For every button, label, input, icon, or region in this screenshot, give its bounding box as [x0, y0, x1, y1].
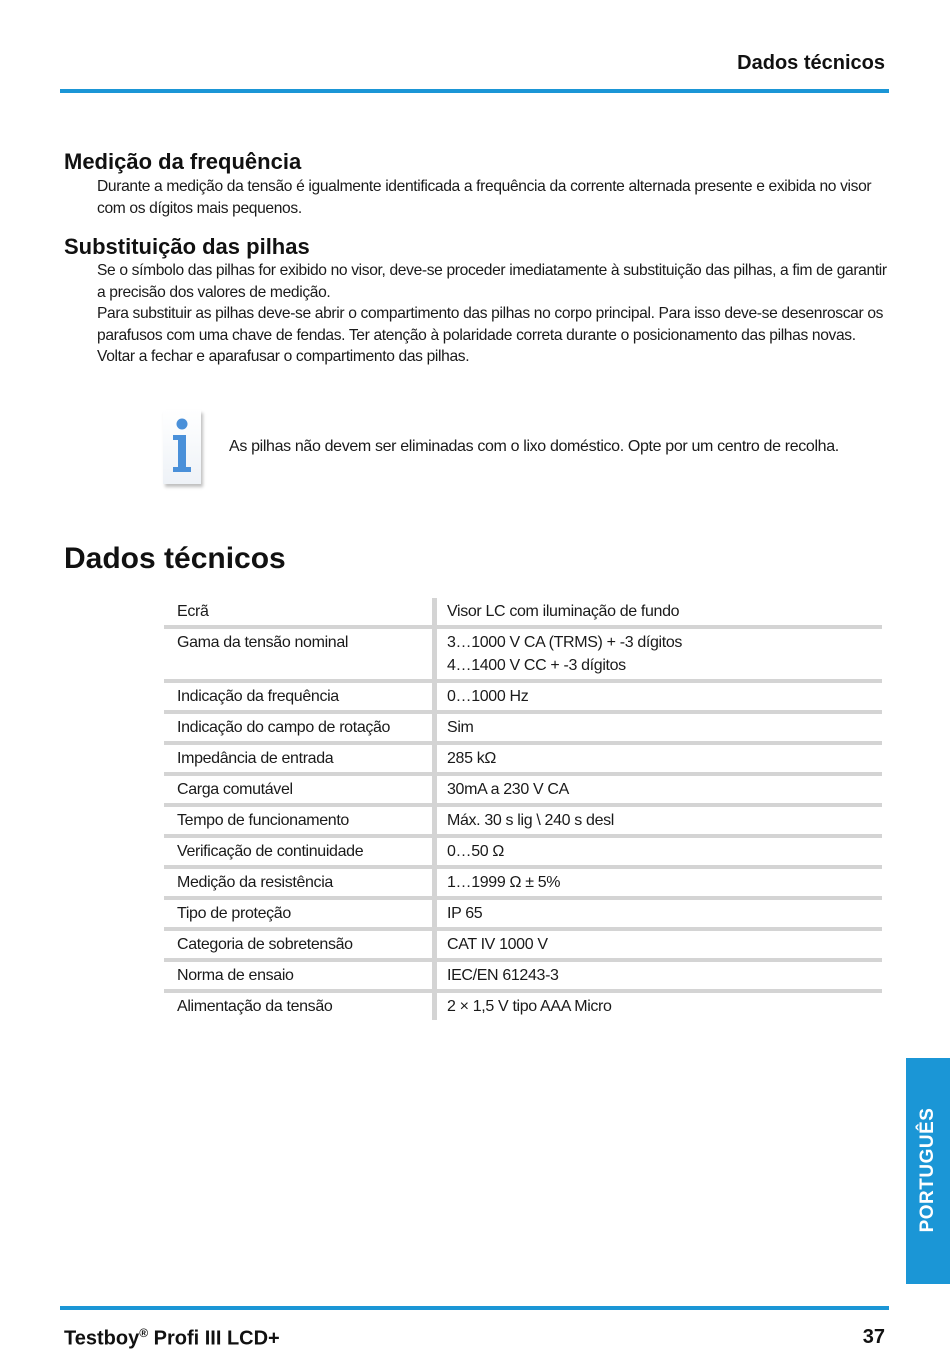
- spec-label: Ecrã: [164, 598, 435, 627]
- footer-rule: [60, 1306, 889, 1310]
- spec-value: IP 65: [435, 898, 883, 929]
- table-row: [164, 712, 882, 743]
- brand-name: Testboy: [64, 1327, 140, 1350]
- info-icon: [163, 410, 201, 484]
- table-row: [164, 960, 882, 991]
- table-row: [164, 867, 882, 898]
- spec-value-line: 3…1000 V CA (TRMS) + -3 dígitos: [447, 634, 683, 651]
- spec-label: Indicação da frequência: [164, 681, 435, 712]
- spec-value: IEC/EN 61243-3: [435, 960, 883, 991]
- specs-heading: Dados técnicos: [64, 542, 286, 575]
- language-side-tab: [906, 1058, 950, 1284]
- spec-value: 0…50 Ω: [435, 836, 883, 867]
- paragraph: Para substituir as pilhas deve-se abrir o compartimento das pilhas no corpo principal. Para isso deve-se desenroscar os parafusos com uma chave de fendas. Ter atenção à polaridade correta durante o posicionamento das pilhas novas.: [97, 305, 884, 344]
- section-heading-frequency: Medição da frequência: [64, 149, 302, 174]
- table-row: [164, 681, 882, 712]
- spec-label: Gama da tensão nominal: [164, 627, 435, 681]
- spec-value-line: 4…1400 V CC + -3 dígitos: [447, 657, 626, 674]
- spec-label: Carga comutável: [164, 774, 435, 805]
- spec-label: Impedância de entrada: [164, 743, 435, 774]
- table-row: [164, 598, 882, 627]
- table-row: [164, 805, 882, 836]
- note-text: As pilhas não devem ser eliminadas com o lixo doméstico. Opte por um centro de recolha.: [229, 438, 839, 455]
- spec-label: Medição da resistência: [164, 867, 435, 898]
- spec-value: Sim: [435, 712, 883, 743]
- spec-value: Visor LC com iluminação de fundo: [435, 598, 883, 627]
- page-header-title: Dados técnicos: [737, 52, 885, 74]
- section-body-frequency: [97, 176, 887, 219]
- spec-value: [435, 627, 883, 681]
- spec-value: CAT IV 1000 V: [435, 929, 883, 960]
- language-label: PORTUGUÊS: [917, 1107, 938, 1233]
- spec-label: Tempo de funcionamento: [164, 805, 435, 836]
- table-row: [164, 836, 882, 867]
- table-row: [164, 991, 882, 1020]
- spec-value: 2 × 1,5 V tipo AAA Micro: [435, 991, 883, 1020]
- section-body-batteries: [97, 260, 887, 368]
- spec-value: 1…1999 Ω ± 5%: [435, 867, 883, 898]
- table-row: [164, 774, 882, 805]
- spec-label: Categoria de sobretensão: [164, 929, 435, 960]
- spec-value: 0…1000 Hz: [435, 681, 883, 712]
- product-model: Profi III LCD+: [148, 1327, 280, 1350]
- spec-label: Alimentação da tensão: [177, 998, 333, 1015]
- spec-label: Norma de ensaio: [164, 960, 435, 991]
- table-row: [164, 743, 882, 774]
- spec-value: Máx. 30 s lig \ 240 s desl: [435, 805, 883, 836]
- spec-label: Tipo de proteção: [164, 898, 435, 929]
- paragraph: Se o símbolo das pilhas for exibido no visor, deve-se proceder imediatamente à substituição das pilhas, a fim de garantir a precisão dos valores de medição.: [97, 262, 887, 301]
- footer-product-name: [64, 1326, 280, 1351]
- table-row: [164, 929, 882, 960]
- spec-value: 30mA a 230 V CA: [435, 774, 883, 805]
- spec-label: Indicação do campo de rotação: [164, 712, 435, 743]
- section-heading-batteries: Substituição das pilhas: [64, 234, 310, 259]
- spec-value: 285 kΩ: [435, 743, 883, 774]
- paragraph: Durante a medição da tensão é igualmente identificada a frequência da corrente alternada presente e exibida no visor com os dígitos mais pequenos.: [97, 178, 872, 217]
- table-row: [164, 627, 882, 681]
- header-rule: [60, 89, 889, 93]
- paragraph: Voltar a fechar e aparafusar o compartimento das pilhas.: [97, 348, 470, 366]
- specs-table: [164, 598, 882, 1020]
- spec-label: Verificação de continuidade: [164, 836, 435, 867]
- registered-mark: ®: [139, 1326, 149, 1340]
- page-number: 37: [862, 1326, 885, 1348]
- table-row: [164, 898, 882, 929]
